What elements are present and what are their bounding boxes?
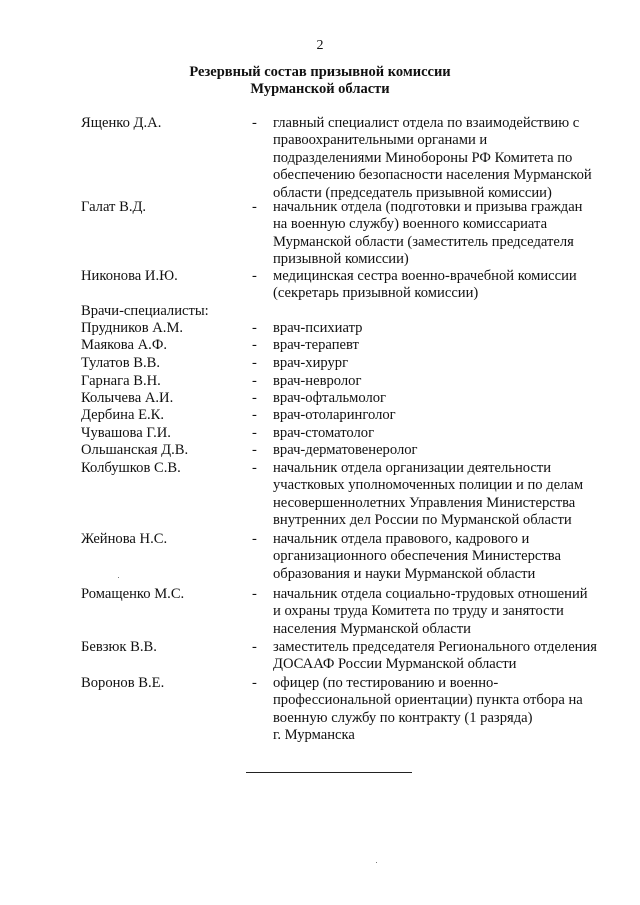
member-name: Никонова И.Ю. xyxy=(81,268,178,284)
title-line-2: Мурманской области xyxy=(250,81,390,97)
member-role: начальник отдела правового, кадрового и организационного обеспечения Министерства образования и науки Мурманской области xyxy=(273,531,561,582)
member-name: Колычева А.И. xyxy=(81,390,174,406)
dash-separator: - xyxy=(252,407,257,423)
member-role: офицер (по тестированию и военно- профессиональной ориентации) пункта отбора на военную службу по контракту (1 разряда) г. Мурманска xyxy=(273,675,583,744)
member-name: Воронов В.Е. xyxy=(81,675,165,691)
dash-separator: - xyxy=(252,355,257,371)
member-name: Гарнага В.Н. xyxy=(81,373,161,389)
dash-separator: - xyxy=(252,460,257,476)
dash-separator: - xyxy=(252,639,257,655)
dash-separator: - xyxy=(252,373,257,389)
member-role: начальник отдела социально-трудовых отношений и охраны труда Комитета по труду и занятости населения Мурманской области xyxy=(273,586,588,637)
member-name: Маякова А.Ф. xyxy=(81,337,168,353)
member-name: Тулатов В.В. xyxy=(81,355,161,371)
member-name: Жейнова Н.С. xyxy=(81,531,168,547)
scan-speck xyxy=(376,862,377,863)
member-role: врач-невролог xyxy=(273,373,362,389)
member-role: врач-хирург xyxy=(273,355,349,371)
dash-separator: - xyxy=(252,531,257,547)
member-name: Бевзюк В.В. xyxy=(81,639,157,655)
member-role: заместитель председателя Регионального отделения ДОСААФ России Мурманской области xyxy=(273,639,598,673)
bottom-rule-divider xyxy=(246,772,412,773)
member-name: Дербина Е.К. xyxy=(81,407,165,423)
dash-separator: - xyxy=(252,586,257,602)
member-role: врач-дерматовенеролог xyxy=(273,442,418,458)
member-name: Ольшанская Д.В. xyxy=(81,442,189,458)
scan-speck xyxy=(118,577,119,578)
dash-separator: - xyxy=(252,115,257,131)
member-role: врач-стоматолог xyxy=(273,425,375,441)
dash-separator: - xyxy=(252,199,257,215)
dash-separator: - xyxy=(252,320,257,336)
member-role: медицинская сестра военно-врачебной комиссии (секретарь призывной комиссии) xyxy=(273,268,577,302)
member-role: врач-офтальмолог xyxy=(273,390,387,406)
dash-separator: - xyxy=(252,390,257,406)
member-name: Чувашова Г.И. xyxy=(81,425,171,441)
dash-separator: - xyxy=(252,268,257,284)
member-name: Колбушков С.В. xyxy=(81,460,181,476)
member-role: начальник отдела (подготовки и призыва граждан на военную службу) военного комиссариата Мурманской области (заместитель председателя призывной комиссии) xyxy=(273,199,583,268)
page-number: 2 xyxy=(316,38,324,53)
member-name: Ященко Д.А. xyxy=(81,115,162,131)
member-name: Галат В.Д. xyxy=(81,199,147,215)
dash-separator: - xyxy=(252,425,257,441)
specialists-label: Врачи-специалисты: xyxy=(81,303,209,319)
member-role: врач-психиатр xyxy=(273,320,363,336)
dash-separator: - xyxy=(252,442,257,458)
member-role: главный специалист отдела по взаимодействию с правоохранительными органами и подразделениями Минобороны РФ Комитета по обеспечению безопасности населения Мурманской области (председатель призывной комиссии) xyxy=(273,115,592,201)
dash-separator: - xyxy=(252,675,257,691)
member-role: врач-отоларинголог xyxy=(273,407,396,423)
title-line-1: Резервный состав призывной комиссии xyxy=(189,64,451,80)
member-name: Прудников А.М. xyxy=(81,320,184,336)
document-title xyxy=(0,64,640,98)
member-role: врач-терапевт xyxy=(273,337,359,353)
dash-separator: - xyxy=(252,337,257,353)
member-role: начальник отдела организации деятельности участковых уполномоченных полиции и по делам несовершеннолетних Управления Министерства внутренних дел России по Мурманской области xyxy=(273,460,584,529)
member-name: Ромащенко М.С. xyxy=(81,586,185,602)
